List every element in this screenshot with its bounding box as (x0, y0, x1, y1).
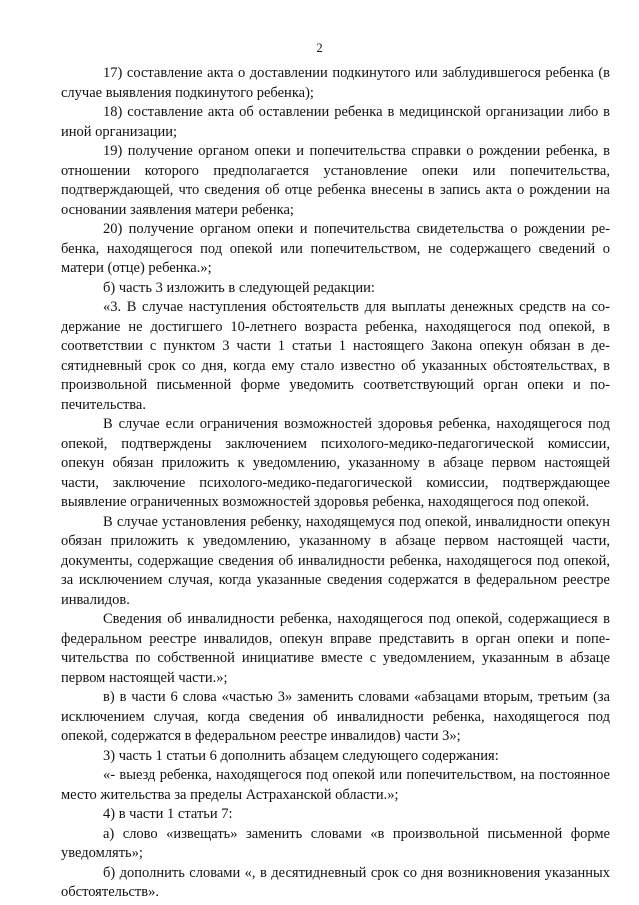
paragraph-part-3-text: «3. В случае наступления обстоятельств для выплаты денежных средств на содержание не достигшего 10-летнего возраста ребенка, находящегося под опекой, в соответствии с пунктом 3 части 1 статьи 1 настоящего Закона опекун обязан в десятидневный срок со дня, когда ему стало известно об указанных обстоятельствах, в произвольной письменной форме уведомить соответствующий орган опеки и попечительства. (61, 299, 610, 413)
document-body (61, 64, 610, 903)
paragraph-part-3-instruction: б) часть 3 изложить в следующей редакции: (103, 279, 375, 296)
paragraph-health-limitations: В случае если ограничения возможностей здоровья ребенка, находящегося под опекой, подтверждены заключением психолого-медико-педагогической комиссии, опекун обязан приложить к уведомлению, указанному в абзаце первом настоящей части, заключение психолого-медико-педагогической комиссии, подтверждающее выявление ограниченных возможностей здоровья ребенка, находящегося под опекой. (61, 416, 610, 510)
paragraph-article-7-intro: 4) в части 1 статьи 7: (103, 806, 233, 822)
paragraph-article-6-new-clause: «- выезд ребенка, находящегося под опекой или попечительством, на постоянное место жительства за пределы Астраханской области.»; (61, 767, 610, 803)
paragraph-part-6-amendment: в) в части 6 слова «частью 3» заменить словами «абзацами вторым, третьим (за исключением случая, когда сведения об инвалидности ребенка, находящегося под опекой, содержатся в федеральном реестре инвалидов) части 3»; (61, 689, 610, 744)
paragraph-item-19: 19) получение органом опеки и попечительства справки о рождении ребенка, в отношении которого предполагается установление опеки или попечительства, подтверждающей, что сведения об отце ребенка внесены в запись акта о рождении на основании заявления матери ребенка; (61, 143, 610, 218)
paragraph-federal-registry: Сведения об инвалидности ребенка, находящегося под опекой, содержащиеся в федеральном реестре инвалидов, опекун вправе представить в орган опеки и попечительства по собственной инициативе вместе с уведомлением, указанным в абзаце первом настоящей части.»; (61, 611, 610, 686)
paragraph-item-20: 20) получение органом опеки и попечительства свидетельства о рождении ребенка, находящегося под опекой или попечительством, не содержащего сведений о матери (отце) ребенка.»; (61, 221, 610, 276)
paragraph-article-6-amendment: 3) часть 1 статьи 6 дополнить абзацем следующего содержания: (103, 747, 499, 764)
page-number: 2 (316, 41, 323, 55)
paragraph-item-18: 18) составление акта об оставлении ребенка в медицинской организации либо в иной организации; (61, 104, 610, 140)
paragraph-item-17: 17) составление акта о доставлении подкинутого или заблудившегося ребенка (в случае выявления подкинутого ребенка); (61, 65, 610, 101)
paragraph-disability-documents: В случае установления ребенку, находящемуся под опекой, инвалидности опекун обязан приложить к уведомлению, указанному в абзаце первом настоящей части, документы, содержащие сведения об инвалидности ребенка, находящегося под опекой, за исключением случая, когда указанные сведения содержатся в федеральном реестре инвалидов. (61, 513, 610, 608)
paragraph-article-7-item-a: а) слово «извещать» заменить словами «в произвольной письменной форме уведомлять»; (61, 825, 610, 861)
paragraph-article-7-item-b: б) дополнить словами «, в десятидневный срок со дня возникновения указанных обстоятельств». (61, 864, 610, 900)
